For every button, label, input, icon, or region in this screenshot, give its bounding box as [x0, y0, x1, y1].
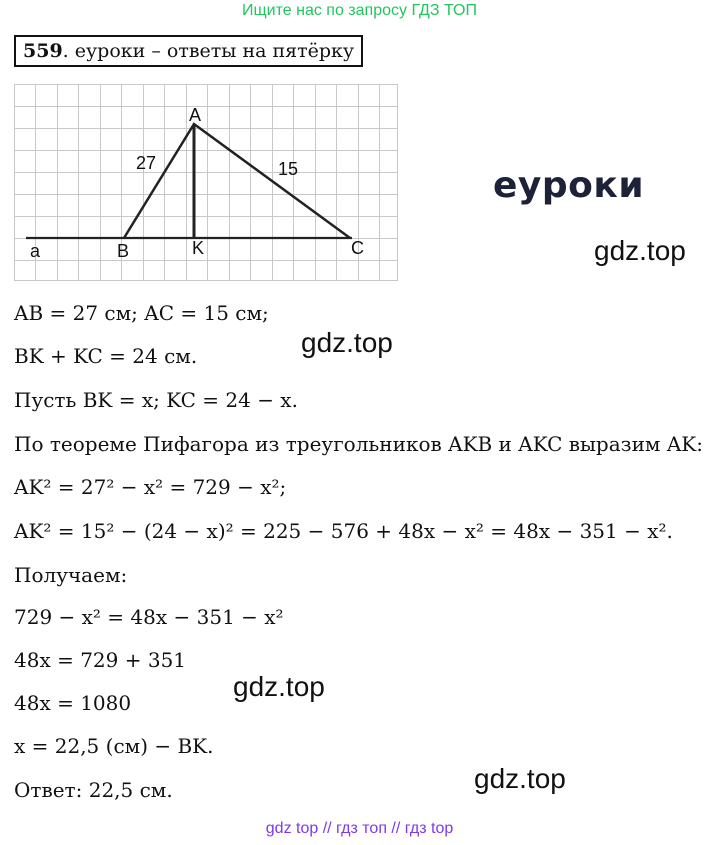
solution-line-9: 48x = 729 + 351 — [14, 648, 187, 672]
label-ab-length: 27 — [136, 153, 157, 173]
triangle-figure — [14, 84, 398, 284]
problem-number: 559 — [23, 40, 63, 62]
label-b-vertex: B — [117, 241, 130, 261]
solution-line-10: 48x = 1080 — [14, 691, 132, 715]
solution-line-7: Получаем: — [14, 563, 128, 587]
grid — [14, 84, 398, 281]
label-a-vertex: A — [189, 105, 202, 125]
footer-links[interactable]: gdz top // гдз топ // гдз top — [265, 820, 454, 837]
solution-line-2: BK + KC = 24 см. — [14, 344, 198, 368]
solution-line-4: По теореме Пифагора из треугольников AKB и AKC выразим AK: — [14, 432, 703, 456]
watermark-gdz-1: gdz.top — [594, 235, 686, 266]
label-k-point: K — [192, 238, 205, 258]
top-banner: Ищите нас по запросу ГДЗ ТОП — [242, 2, 477, 19]
solution-line-8: 729 − x² = 48x − 351 − x² — [14, 605, 284, 629]
problem-title-text: . еуроки – ответы на пятёрку — [62, 40, 355, 62]
label-ac-length: 15 — [278, 159, 299, 179]
solution-line-11: x = 22,5 (см) − BK. — [14, 734, 214, 758]
label-c-vertex: C — [351, 238, 364, 258]
brand-watermark: еуроки — [493, 165, 645, 206]
label-line-a: a — [30, 241, 41, 261]
problem-title — [14, 35, 363, 67]
triangle-sides — [124, 124, 350, 238]
solution-line-6: AK² = 15² − (24 − x)² = 225 − 576 + 48x − x² = 48x − 351 − x². — [14, 519, 673, 543]
answer-line: Ответ: 22,5 см. — [14, 778, 173, 802]
watermark-gdz-4: gdz.top — [474, 763, 566, 794]
solution-line-3: Пусть BK = x; KC = 24 − x. — [14, 388, 298, 412]
watermark-gdz-2: gdz.top — [301, 327, 393, 358]
solution-line-1: AB = 27 см; AC = 15 см; — [14, 301, 269, 325]
watermark-gdz-3: gdz.top — [233, 671, 325, 702]
solution-line-5: AK² = 27² − x² = 729 − x²; — [14, 475, 287, 499]
